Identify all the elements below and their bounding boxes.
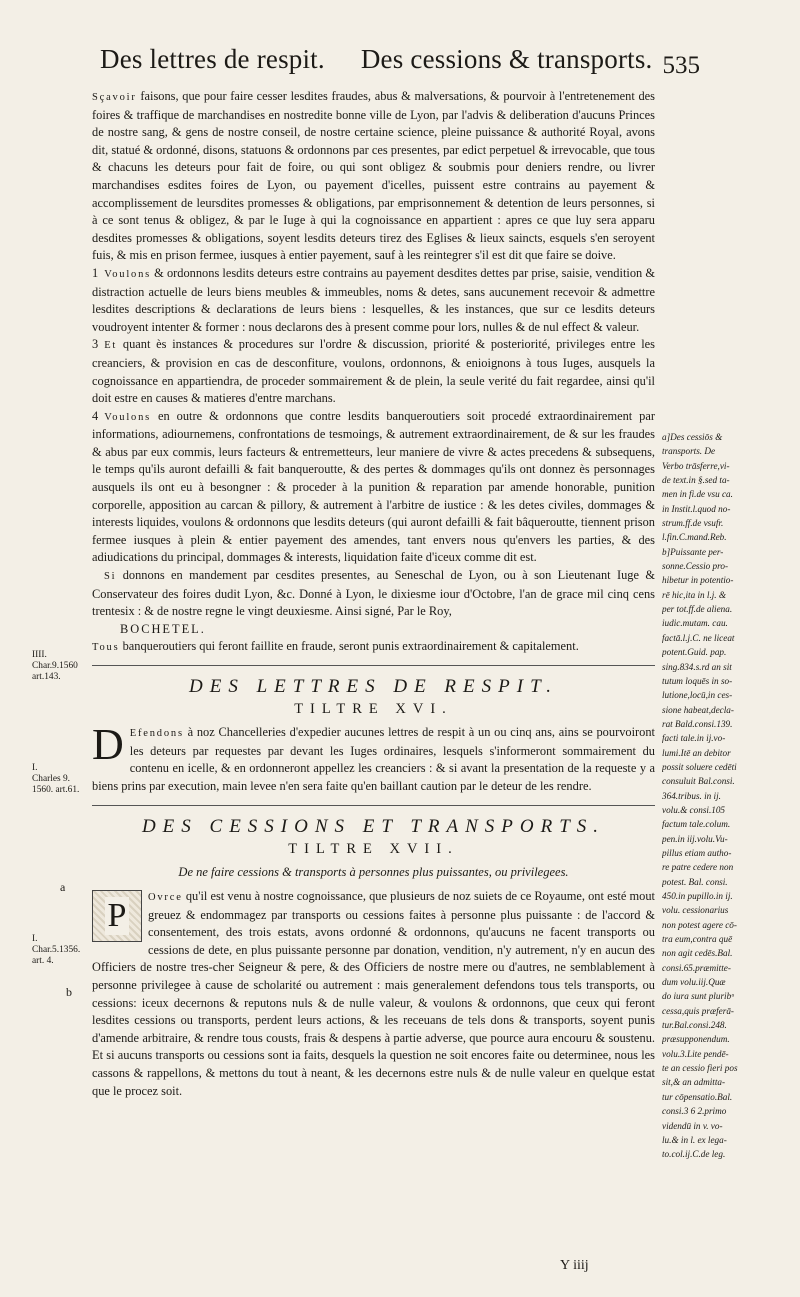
margin-gloss-line: præsupponendum.: [662, 1034, 730, 1045]
margin-gloss-line: pen.in iij.volu.Vu-: [662, 833, 728, 844]
note-marker-a: a: [60, 880, 66, 894]
margin-gloss-line: potest. Bal. consi.: [662, 876, 728, 887]
margin-gloss-line: facti tale.in ij.vo-: [662, 733, 726, 744]
running-head: [100, 44, 700, 84]
section-divider: [92, 805, 655, 806]
margin-gloss-line: hibetur in potentio-: [662, 575, 734, 586]
paragraph-respit: [92, 720, 655, 795]
margin-gloss-line: te an cessio fieri pos: [662, 1063, 738, 1074]
margin-note-left-3: [32, 934, 82, 967]
margin-gloss-line: 364.tribus. in ij.: [662, 790, 721, 801]
running-head-left: Des lettres de respit.: [100, 44, 325, 74]
margin-gloss-line: l.fin.C.mand.Reb.: [662, 532, 727, 543]
paragraph-lead: Efendons: [129, 728, 184, 739]
margin-gloss-line: rat Bald.consi.139.: [662, 718, 733, 729]
paragraph-lead: Tous: [92, 642, 120, 654]
margin-gloss-line: volu.3.Lite pendē-: [662, 1048, 729, 1059]
margin-gloss-line: in Instit.l.quod no-: [662, 503, 731, 514]
margin-gloss-line: sing.834.s.rd an sit: [662, 661, 732, 672]
margin-gloss-line: a]Des cessiōs &: [662, 432, 723, 442]
section-title-cessions: DES CESSIONS ET TRANSPORTS.: [141, 816, 606, 838]
margin-note-line: I.: [32, 763, 38, 773]
margin-note-line: art. 4.: [32, 956, 54, 966]
signature-name: BOCHETEL.: [120, 621, 206, 636]
margin-note-line: 1560. art.61.: [32, 785, 80, 795]
paragraph-text: & ordonnons lesdits deteurs estre contrains au payement desdites dettes par prise, saisie, vendition & distraction actuelle de leurs biens meubles & immeubles, noms & detes, sans aucunement recevoir & admettre lesdites descriptions & declarations de leurs biens : lesquelles, & les instances, que sur ce lesdits deteurs voudroyent intenter & former : nous declarons des à present comme pour lors, nulles & de nul effect & valeur.: [92, 265, 655, 334]
margin-gloss-line: transports. De: [662, 446, 716, 457]
margin-gloss-line: de text.in §.sed ta-: [662, 475, 730, 486]
paragraph-1: [92, 265, 655, 336]
main-text-column: [92, 88, 655, 1100]
page-number: 535: [662, 52, 700, 79]
margin-gloss-line: consuluit Bal.consi.: [662, 776, 735, 787]
margin-gloss-line: consi.65.præmitte-: [662, 962, 731, 973]
margin-gloss-line: lu.& in l. ex lega-: [662, 1134, 727, 1145]
margin-gloss-line: lumi.Itē an debitor: [662, 747, 731, 758]
margin-gloss-line: tur.Bal.consi.248.: [662, 1020, 727, 1031]
margin-note-line: I.: [32, 934, 38, 944]
margin-gloss-line: non agit cedēs.Bal.: [662, 948, 733, 959]
note-marker-b: b: [66, 985, 72, 999]
margin-note-line: Charles 9.: [32, 774, 71, 784]
margin-gloss-line: strum.ff.de vsufr.: [662, 518, 724, 529]
margin-gloss-line: rē hic,ita in l.j. &: [662, 589, 727, 600]
margin-gloss-line: volu. cessionarius: [662, 905, 729, 916]
margin-gloss-line: sione habeat,decla-: [662, 704, 734, 715]
paragraph-text: à noz Chancelleries d'expedier aucunes lettres de respit à un ou cinq ans, ains se pourvoiront les deteurs par requestes par devant les Iuges ordinaires, lesquels s'informeront sommairement du contenu en icelle, & en ordonneront appellez les creanciers : & si avant la presentation de la requeste y a biens prins par execution, main levee n'en sera faite qu'en baillant caution par le deteur de les rendre.: [92, 725, 655, 793]
paragraph-lead: Sçavoir: [92, 92, 137, 103]
signature-mark: Y iiij: [560, 1258, 589, 1273]
paragraph-3: [92, 336, 655, 407]
margin-note-line: Char.9.1560: [32, 661, 78, 671]
margin-notes-right: [662, 430, 780, 1162]
section-divider: [92, 665, 655, 666]
paragraph-mandate: [92, 567, 655, 621]
margin-gloss-line: consi.3 6 2.primo: [662, 1106, 727, 1117]
margin-gloss-line: sonne.Cessio pro-: [662, 561, 729, 572]
paragraph-intro: [92, 88, 655, 265]
paragraph-4: [92, 408, 655, 567]
drop-cap: D: [92, 720, 124, 769]
margin-note-line: art.143.: [32, 672, 61, 682]
running-head-right: Des cessions & transports.: [360, 44, 653, 74]
margin-gloss-line: potent.Guid. pap.: [662, 647, 727, 658]
margin-gloss-line: men in fi.de vsu ca.: [662, 489, 733, 500]
margin-note-left-1: [32, 650, 82, 683]
margin-gloss-line: pillus etiam autho-: [662, 847, 732, 858]
margin-note-line: Char.5.1356.: [32, 945, 81, 955]
margin-gloss-line: to.col.ij.C.de leg.: [662, 1149, 726, 1160]
drop-cap-letter: P: [105, 897, 130, 935]
margin-gloss-line: per tot.ff.de aliena.: [662, 604, 733, 615]
margin-gloss-line: factā.l.j.C. ne liceat: [662, 632, 735, 643]
paragraph-text: en outre & ordonnons que contre lesdits banqueroutiers soit procedé extraordinairement par informations, adiournemens, confrontations de tesmoings, & autrement extraordinairement, de & sur les fraudes & abus par eux commis, leurs facteurs & entremetteurs, leur maniere de vivre & actes precedens & subsequens, le temps qu'ils auront defailli & fait banqueroutte, & des pertes & dommages qu'ils ont donnez ès personnages ausquels ils ont eu à besongner : & proceder à la punition & reparation par amende honorable, punition corporelle, apposition au carcan & pillory, & autrement à l'arbitre de iustice : & les detes civiles, dommages & interests liquides, voulons & ordonnons que lesdits deteurs (qui auront defailli & fait bâqueroutte, tiennent prison fermee iusques à plein & entier payement des amendes, tant envers nous qu'envers les parties, & des adiudications du principal, dommages & interests, liquidation faite d'iceux comme dit est.: [92, 408, 655, 565]
margin-gloss-line: tra eum,contra quē: [662, 934, 733, 945]
margin-gloss-line: dum volu.iij.Quæ: [662, 977, 726, 988]
margin-gloss-line: sit,& an admitta-: [662, 1077, 726, 1088]
margin-gloss-line: lutione,locū,in ces-: [662, 690, 733, 701]
section-subheading: De ne faire cessions & transports à personnes plus puissantes, ou privilegees.: [178, 865, 569, 880]
margin-gloss-line: 450.in pupillo.in ij.: [662, 891, 733, 901]
paragraph-lead: Voulons: [104, 268, 152, 280]
paragraph-text: banqueroutiers qui feront faillite en fraude, seront punis extraordinairement & capitalement.: [119, 639, 579, 654]
paragraph-lead: Voulons: [104, 411, 152, 423]
paragraph-text: qu'il est venu à nostre cognoissance, que plusieurs de noz suiets de ce Royaume, ont esté mout greuez & endommagez par transports ou cessions faites à personne plus puissante : de l'accord & consentement, des trois estats, avons ordonné & ordonnons, qu'aucuns ne facent transports ou cessions de dete, en plus puissante personne par donation, vendition, n'y autrement, n'y en aucun des Officiers de nostre tres-cher Seigneur & pere, & des Officiers de nostre mere ou d'autres, ne semblablement à personne privilegee à cause de scholarité ou autrement : mais generalement defendons tous tels transports, ou cessions: iceux decernons & reputons nuls & de nulle valeur, & voulons & ordonnons, que ceux qui feront lesdites cessions ou transports, perdent leurs actions, & les receuans de tels dons & transports, soyent punis d'amende arbitraire, & rendre tous cousts, frais & despens à partie adverse, que pource aura encouru & soustenu. Et si aucuns transports ou cessions sont ia faits, desquels la question ne soit encores faite ou determinee, nous les cassons & rappellons, & mettons du tout à neant, & les decernons estre nuls & de nulle valeur en quelque estat que le procez soit.: [92, 888, 655, 1098]
margin-gloss-line: re patre cedere non: [662, 862, 734, 873]
paragraph-text: quant ès instances & procedures sur l'ordre & discussion, priorité & posteriorité, privileges entre les creanciers, & provision en cas de desconfiture, voulons, ordonnons, & enioignons à tous Iuges, ausquels la cognoissance en appartiendra, de proceder sommairement & de plein, la seule verité du fait regardee, ainsi qu'il doit estre en causes & matieres d'entre marchans.: [92, 337, 655, 406]
paragraph-banqueroutiers: [92, 638, 655, 657]
paragraph-number: 4: [92, 408, 99, 423]
paragraph-lead: Ovrce: [148, 891, 183, 903]
margin-gloss-line: videndū in v. vo-: [662, 1120, 723, 1131]
ornate-drop-cap: [92, 890, 142, 942]
margin-gloss-line: non potest agere cō-: [662, 919, 737, 930]
margin-gloss-line: do iura sunt pluribᵘ: [662, 991, 734, 1002]
margin-gloss-line: cessa,quis præferā-: [662, 1005, 734, 1016]
margin-gloss-line: volu.& consi.105: [662, 804, 726, 815]
paragraph-number: 3: [92, 337, 99, 352]
margin-gloss-line: iudic.mutam. cau.: [662, 618, 728, 629]
section-title-respit: DES LETTRES DE RESPIT.: [189, 676, 558, 697]
margin-note-left-2: [32, 763, 82, 796]
margin-gloss-line: b]Puissante per-: [662, 546, 724, 557]
margin-note-line: IIII.: [32, 650, 47, 660]
paragraph-text: faisons, que pour faire cesser lesdites fraudes, abus & malversations, & pourvoir à l'entretenement des foires & traffique de marchandises en nostredite bonne ville de Lyon, par l'advis & deliberation d'aucuns Princes de nostre sang, & gens de nostre conseil, de nostre certaine science, pleine puissance & authorité Royal, avons dit, statué & ordonné, disons, statuons & ordonnons par ces presentes, par edict perpetuel & irrevocable, que tous & chacuns les deteurs pour fait de foire, ou qui sont obligez & soubmis pour deniers rendre, ou livrer marchandises esdites foires de Lyon, ou payement d'icelles, puissent estre contrains au payement & accomplissement de leursdites promesses & obligations, par emprisonnement & detention de leurs personnes, si à ce sont tenus & obligez, & par le Iuge à qui la cognoissance en appartient : apres ce que luy sera apparu desdites promesses & obligations, soyent lesdits deteurs tirez des Eglises & lieux saincts, esquels s'en seroyent fuis, & mis en prison fermee, iusques à entier payement, sauf à les reintegrer s'il est dit que faire se doive.: [92, 89, 655, 263]
margin-gloss-line: possit soluere cedēti: [662, 761, 737, 772]
royal-signature: [92, 621, 655, 639]
margin-gloss-line: tur cōpensatio.Bal.: [662, 1091, 733, 1102]
margin-gloss-line: tutum loquēs in so-: [662, 675, 733, 686]
section-subtitle-respit: TILTRE XVI.: [294, 701, 453, 717]
paragraph-lead: Si: [104, 571, 117, 583]
paragraph-number: 1: [92, 265, 99, 280]
paragraph-cessions: [92, 888, 655, 1100]
paragraph-lead: Et: [104, 340, 118, 352]
section-subtitle-cessions: TILTRE XVII.: [288, 841, 459, 858]
margin-gloss-line: factum tale.colum.: [662, 819, 731, 830]
margin-gloss-line: Verbo trāsferre,vi-: [662, 460, 730, 471]
paragraph-text: donnons en mandement par cesdites presentes, au Seneschal de Lyon, ou à son Lieutenant Iuge & Conservateur des foires dudit Lyon, &c. Donné à Lyon, le dixiesme iour d'Octobre, l'an de grace mil cinq cens trentesix : & de nostre regne le vingt deuxiesme. Ainsi signé, Par le Roy,: [92, 568, 655, 619]
